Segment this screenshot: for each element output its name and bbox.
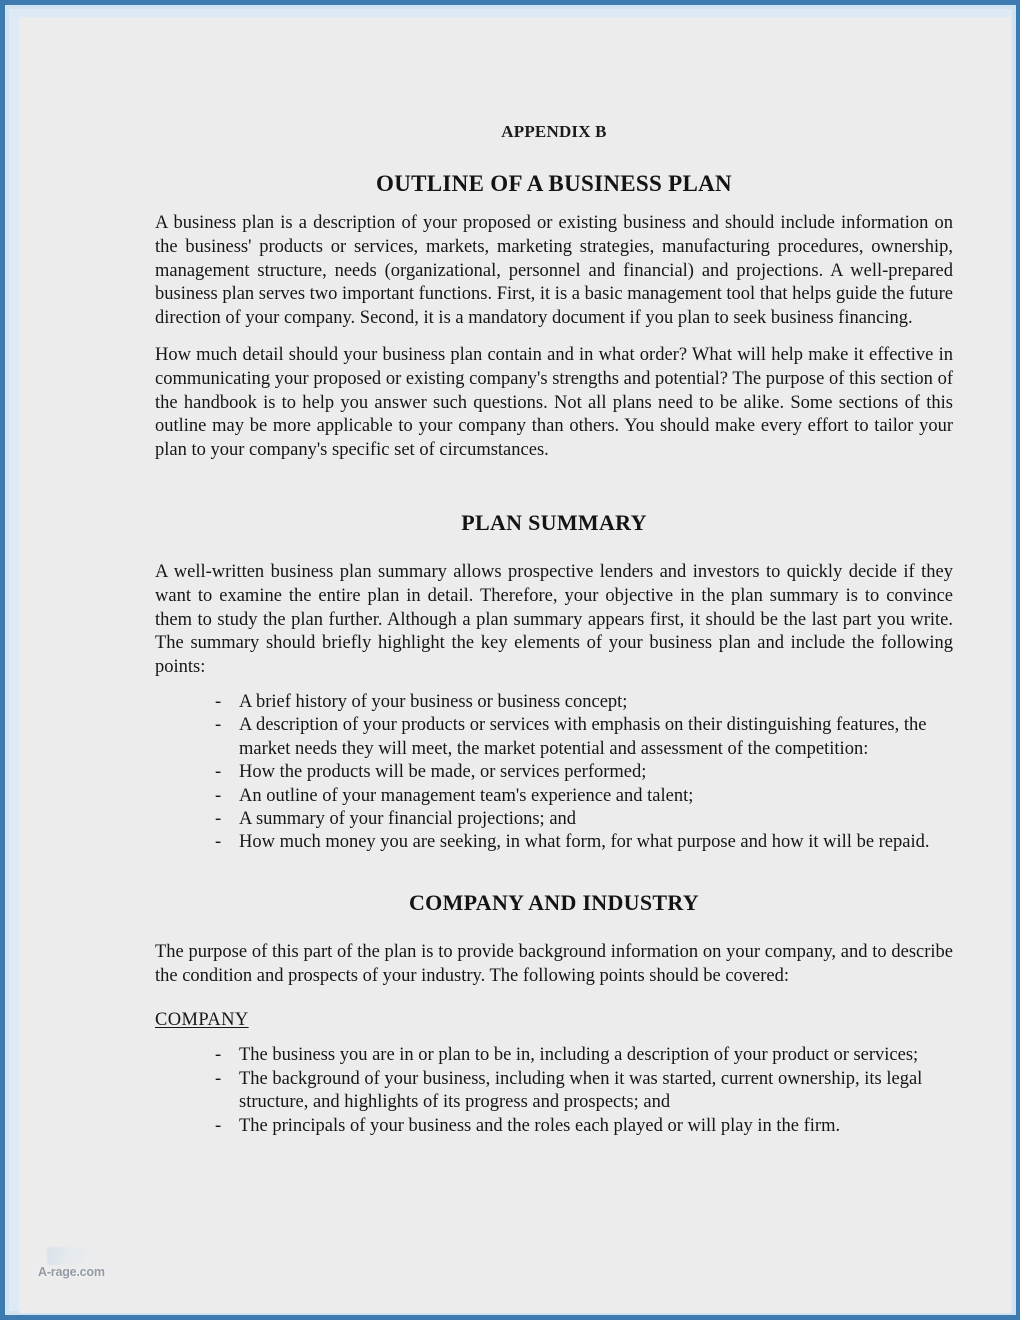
list-item (213, 714, 953, 761)
list-item-label: How much money you are seeking, in what form, for what purpose and how it will be repaid. (239, 832, 930, 853)
page-title: OUTLINE OF A BUSINESS PLAN (376, 171, 732, 196)
document-content-column (155, 17, 953, 1313)
section-title-company-and-industry: COMPANY AND INDUSTRY (408, 889, 699, 915)
list-item (213, 1044, 953, 1067)
dash-marker-icon: - (215, 1045, 222, 1066)
plan-summary-paragraph: A well-written business plan summary allows prospective lenders and investors to quickly decide if they want to examine the entire plan in detail. Therefore, your objective in the plan summary is to convince them to study the plan further. Although a plan summary appears first, it should be the last part you write. The summary should briefly highlight the key elements of your business plan and include the following points: (155, 561, 953, 678)
company-industry-paragraph: The purpose of this part of the plan is to provide background information on your company, and to describe the condition and prospects of your industry. The following points should be covered: (155, 941, 953, 986)
intro-paragraph-1: A business plan is a description of your proposed or existing business and should include information on the business' products or services, markets, marketing strategies, manufacturing procedures, ownership, management structure, needs (organizational, personnel and financial) and projections. A well-prepared business plan serves two important functions. First, it is a basic management tool that helps guide the future direction of your company. Second, it is a mandatory document if you plan to seek business financing. (155, 213, 953, 329)
plan-summary-bullet-list (155, 680, 953, 855)
list-item (213, 831, 953, 854)
list-item-label: A brief history of your business or business concept; (239, 691, 628, 712)
dash-marker-icon: - (215, 691, 222, 712)
list-item-label: A summary of your financial projections; and (239, 808, 577, 829)
watermark-logo-icon (47, 1247, 93, 1265)
list-item (213, 761, 953, 784)
section-title-plan-summary: PLAN SUMMARY (461, 509, 647, 535)
appendix-label: APPENDIX B (501, 122, 607, 141)
subheading-company: COMPANY (155, 1010, 249, 1031)
list-item (213, 1115, 953, 1138)
list-item (213, 1068, 953, 1115)
site-watermark (33, 1247, 153, 1293)
company-bullet-list (155, 1031, 953, 1138)
dash-marker-icon: - (215, 808, 222, 829)
list-item (213, 808, 953, 831)
dash-marker-icon: - (215, 762, 222, 783)
dash-marker-icon: - (215, 1068, 222, 1089)
intro-paragraph-2: How much detail should your business plan contain and in what order? What will help make it effective in communicating your proposed or existing company's strengths and potential? The purpose of this section of the handbook is to help you answer such questions. Not all plans need to be alike. Some sections of this outline may be more applicable to your company than others. You should make every effort to tailor your plan to your company's specific set of circumstances. (155, 344, 953, 461)
watermark-label: A-rage.com (38, 1265, 105, 1279)
dash-marker-icon: - (215, 1115, 222, 1136)
list-item-label: How the products will be made, or services performed; (239, 762, 647, 783)
dash-marker-icon: - (215, 785, 222, 806)
list-item-label: The business you are in or plan to be in, including a description of your product or services; (239, 1045, 919, 1066)
list-item (213, 785, 953, 808)
document-sheet (19, 17, 1011, 1313)
dash-marker-icon: - (215, 715, 222, 736)
list-item-label: A description of your products or services with emphasis on their distinguishing features, the market needs they will meet, the market potential and assessment of the competition: (239, 715, 927, 759)
dash-marker-icon: - (215, 832, 222, 853)
list-item-label: The principals of your business and the roles each played or will play in the firm. (239, 1115, 841, 1136)
list-item (213, 691, 953, 714)
list-item-label: An outline of your management team's experience and talent; (239, 785, 694, 806)
list-item-label: The background of your business, including when it was started, current ownership, its legal structure, and highlights of its progress and prospects; and (239, 1068, 923, 1113)
